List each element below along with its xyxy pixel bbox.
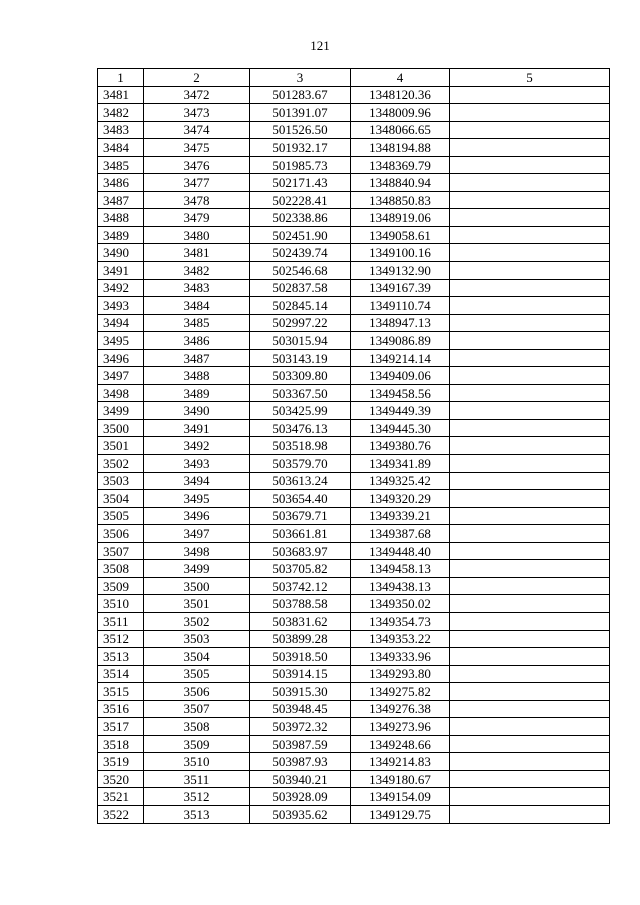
- cell-coord-x: 501283.67: [250, 86, 351, 104]
- cell-remark: [450, 683, 610, 701]
- cell-point-id: 3495: [144, 490, 250, 508]
- cell-point-id: 3501: [144, 595, 250, 613]
- cell-coord-y: 1349167.39: [351, 279, 450, 297]
- cell-coord-x: 503683.97: [250, 542, 351, 560]
- cell-coord-y: 1349276.38: [351, 700, 450, 718]
- cell-point-number: 3516: [98, 700, 144, 718]
- cell-point-number: 3483: [98, 121, 144, 139]
- cell-remark: [450, 542, 610, 560]
- table-row: [98, 297, 610, 315]
- cell-point-id: 3488: [144, 367, 250, 385]
- cell-remark: [450, 156, 610, 174]
- cell-coord-y: 1348850.83: [351, 191, 450, 209]
- cell-point-id: 3491: [144, 419, 250, 437]
- table-row: [98, 226, 610, 244]
- cell-point-number: 3495: [98, 332, 144, 350]
- page-number: 121: [310, 38, 330, 53]
- cell-coord-x: 503309.80: [250, 367, 351, 385]
- column-header-5: 5: [450, 69, 610, 87]
- cell-coord-y: 1348919.06: [351, 209, 450, 227]
- cell-remark: [450, 419, 610, 437]
- cell-point-id: 3505: [144, 665, 250, 683]
- cell-coord-y: 1349438.13: [351, 577, 450, 595]
- cell-remark: [450, 612, 610, 630]
- cell-coord-x: 503367.50: [250, 384, 351, 402]
- cell-point-number: 3487: [98, 191, 144, 209]
- cell-point-number: 3499: [98, 402, 144, 420]
- cell-coord-x: 501391.07: [250, 104, 351, 122]
- cell-remark: [450, 121, 610, 139]
- cell-remark: [450, 560, 610, 578]
- cell-remark: [450, 788, 610, 806]
- cell-coord-x: 502338.86: [250, 209, 351, 227]
- cell-coord-x: 503918.50: [250, 648, 351, 666]
- cell-point-id: 3497: [144, 525, 250, 543]
- cell-coord-y: 1348840.94: [351, 174, 450, 192]
- cell-coord-y: 1349132.90: [351, 262, 450, 280]
- cell-point-id: 3483: [144, 279, 250, 297]
- cell-coord-x: 503948.45: [250, 700, 351, 718]
- column-header-3: 3: [250, 69, 351, 87]
- table-row: [98, 419, 610, 437]
- cell-point-number: 3519: [98, 753, 144, 771]
- cell-coord-y: 1349354.73: [351, 612, 450, 630]
- cell-coord-y: 1349129.75: [351, 805, 450, 823]
- cell-coord-y: 1349058.61: [351, 226, 450, 244]
- cell-remark: [450, 718, 610, 736]
- cell-point-number: 3489: [98, 226, 144, 244]
- cell-coord-x: 503015.94: [250, 332, 351, 350]
- cell-remark: [450, 314, 610, 332]
- cell-coord-y: 1348947.13: [351, 314, 450, 332]
- cell-remark: [450, 402, 610, 420]
- cell-coord-x: 501932.17: [250, 139, 351, 157]
- cell-point-number: 3518: [98, 735, 144, 753]
- table-row: [98, 104, 610, 122]
- cell-coord-y: 1349387.68: [351, 525, 450, 543]
- cell-coord-x: 503661.81: [250, 525, 351, 543]
- cell-coord-x: 503914.15: [250, 665, 351, 683]
- cell-remark: [450, 244, 610, 262]
- cell-coord-x: 502546.68: [250, 262, 351, 280]
- table-row: [98, 314, 610, 332]
- table-row: [98, 700, 610, 718]
- cell-point-id: 3509: [144, 735, 250, 753]
- table-row: [98, 630, 610, 648]
- cell-coord-y: 1349409.06: [351, 367, 450, 385]
- cell-coord-x: 503742.12: [250, 577, 351, 595]
- cell-coord-x: 502837.58: [250, 279, 351, 297]
- cell-point-id: 3486: [144, 332, 250, 350]
- cell-coord-y: 1349448.40: [351, 542, 450, 560]
- cell-coord-y: 1349458.13: [351, 560, 450, 578]
- cell-coord-y: 1349248.66: [351, 735, 450, 753]
- cell-remark: [450, 665, 610, 683]
- cell-point-id: 3476: [144, 156, 250, 174]
- table-row: [98, 490, 610, 508]
- cell-remark: [450, 226, 610, 244]
- table-row: [98, 349, 610, 367]
- cell-point-id: 3478: [144, 191, 250, 209]
- cell-coord-y: 1349333.96: [351, 648, 450, 666]
- cell-remark: [450, 525, 610, 543]
- cell-remark: [450, 332, 610, 350]
- cell-coord-y: 1348066.65: [351, 121, 450, 139]
- cell-remark: [450, 174, 610, 192]
- table-row: [98, 156, 610, 174]
- cell-point-number: 3500: [98, 419, 144, 437]
- cell-remark: [450, 648, 610, 666]
- cell-remark: [450, 577, 610, 595]
- table-row: [98, 770, 610, 788]
- cell-coord-y: 1348009.96: [351, 104, 450, 122]
- cell-point-id: 3510: [144, 753, 250, 771]
- cell-remark: [450, 700, 610, 718]
- cell-point-number: 3506: [98, 525, 144, 543]
- table-row: [98, 525, 610, 543]
- cell-coord-x: 503987.93: [250, 753, 351, 771]
- cell-coord-x: 502845.14: [250, 297, 351, 315]
- cell-remark: [450, 367, 610, 385]
- table-row: [98, 665, 610, 683]
- cell-coord-y: 1349214.83: [351, 753, 450, 771]
- cell-point-number: 3498: [98, 384, 144, 402]
- table-row: [98, 455, 610, 473]
- cell-point-id: 3477: [144, 174, 250, 192]
- cell-coord-x: 503654.40: [250, 490, 351, 508]
- cell-remark: [450, 595, 610, 613]
- cell-point-number: 3494: [98, 314, 144, 332]
- cell-point-number: 3503: [98, 472, 144, 490]
- table-row: [98, 437, 610, 455]
- table-row: [98, 683, 610, 701]
- cell-coord-y: 1348194.88: [351, 139, 450, 157]
- table-row: [98, 612, 610, 630]
- cell-point-id: 3511: [144, 770, 250, 788]
- cell-point-id: 3487: [144, 349, 250, 367]
- cell-coord-y: 1349320.29: [351, 490, 450, 508]
- cell-point-id: 3493: [144, 455, 250, 473]
- cell-coord-y: 1349214.14: [351, 349, 450, 367]
- cell-coord-y: 1349449.39: [351, 402, 450, 420]
- table-header-row: [98, 69, 610, 87]
- cell-remark: [450, 104, 610, 122]
- cell-coord-x: 503705.82: [250, 560, 351, 578]
- cell-coord-x: 502439.74: [250, 244, 351, 262]
- cell-point-number: 3505: [98, 507, 144, 525]
- cell-coord-y: 1349154.09: [351, 788, 450, 806]
- cell-remark: [450, 472, 610, 490]
- cell-coord-x: 503143.19: [250, 349, 351, 367]
- cell-coord-x: 503679.71: [250, 507, 351, 525]
- table-row: [98, 718, 610, 736]
- cell-point-number: 3514: [98, 665, 144, 683]
- cell-point-number: 3501: [98, 437, 144, 455]
- table-row: [98, 279, 610, 297]
- cell-point-id: 3494: [144, 472, 250, 490]
- table-row: [98, 753, 610, 771]
- table-row: [98, 595, 610, 613]
- cell-point-number: 3482: [98, 104, 144, 122]
- cell-point-id: 3474: [144, 121, 250, 139]
- cell-point-id: 3503: [144, 630, 250, 648]
- table-row: [98, 507, 610, 525]
- cell-coord-y: 1349086.89: [351, 332, 450, 350]
- cell-coord-x: 502171.43: [250, 174, 351, 192]
- table-row: [98, 332, 610, 350]
- table-row: [98, 367, 610, 385]
- cell-point-id: 3480: [144, 226, 250, 244]
- cell-point-number: 3509: [98, 577, 144, 595]
- cell-remark: [450, 805, 610, 823]
- cell-point-number: 3497: [98, 367, 144, 385]
- cell-coord-y: 1349273.96: [351, 718, 450, 736]
- cell-coord-x: 502451.90: [250, 226, 351, 244]
- cell-coord-y: 1349339.21: [351, 507, 450, 525]
- cell-coord-y: 1348369.79: [351, 156, 450, 174]
- table-row: [98, 542, 610, 560]
- cell-coord-x: 503518.98: [250, 437, 351, 455]
- table-row: [98, 577, 610, 595]
- cell-remark: [450, 139, 610, 157]
- cell-point-number: 3512: [98, 630, 144, 648]
- cell-point-id: 3479: [144, 209, 250, 227]
- cell-remark: [450, 507, 610, 525]
- cell-coord-x: 501985.73: [250, 156, 351, 174]
- cell-point-id: 3498: [144, 542, 250, 560]
- cell-coord-x: 503972.32: [250, 718, 351, 736]
- cell-coord-x: 502228.41: [250, 191, 351, 209]
- cell-point-id: 3496: [144, 507, 250, 525]
- table-row: [98, 121, 610, 139]
- cell-point-id: 3485: [144, 314, 250, 332]
- cell-point-number: 3522: [98, 805, 144, 823]
- cell-remark: [450, 770, 610, 788]
- table-row: [98, 805, 610, 823]
- cell-remark: [450, 209, 610, 227]
- table-row: [98, 139, 610, 157]
- cell-point-id: 3484: [144, 297, 250, 315]
- cell-coord-y: 1349353.22: [351, 630, 450, 648]
- table-row: [98, 402, 610, 420]
- table-body: [98, 86, 610, 823]
- cell-coord-x: 503899.28: [250, 630, 351, 648]
- table-row: [98, 244, 610, 262]
- table-row: [98, 191, 610, 209]
- cell-coord-y: 1349458.56: [351, 384, 450, 402]
- cell-coord-y: 1349110.74: [351, 297, 450, 315]
- cell-point-id: 3507: [144, 700, 250, 718]
- cell-coord-y: 1349180.67: [351, 770, 450, 788]
- cell-coord-y: 1349350.02: [351, 595, 450, 613]
- cell-point-id: 3500: [144, 577, 250, 595]
- cell-point-number: 3507: [98, 542, 144, 560]
- cell-point-number: 3520: [98, 770, 144, 788]
- cell-point-number: 3486: [98, 174, 144, 192]
- table-row: [98, 648, 610, 666]
- cell-point-id: 3502: [144, 612, 250, 630]
- cell-point-number: 3504: [98, 490, 144, 508]
- cell-remark: [450, 86, 610, 104]
- cell-point-id: 3492: [144, 437, 250, 455]
- cell-coord-x: 503987.59: [250, 735, 351, 753]
- cell-coord-x: 502997.22: [250, 314, 351, 332]
- cell-point-number: 3502: [98, 455, 144, 473]
- table-row: [98, 174, 610, 192]
- table-row: [98, 788, 610, 806]
- cell-remark: [450, 455, 610, 473]
- cell-point-number: 3508: [98, 560, 144, 578]
- coordinates-table: [97, 68, 610, 824]
- table-row: [98, 560, 610, 578]
- cell-coord-y: 1349341.89: [351, 455, 450, 473]
- cell-point-number: 3484: [98, 139, 144, 157]
- table-row: [98, 472, 610, 490]
- cell-point-id: 3512: [144, 788, 250, 806]
- cell-remark: [450, 753, 610, 771]
- cell-point-number: 3521: [98, 788, 144, 806]
- cell-coord-x: 503476.13: [250, 419, 351, 437]
- table-row: [98, 735, 610, 753]
- cell-remark: [450, 262, 610, 280]
- cell-point-number: 3488: [98, 209, 144, 227]
- column-header-1: 1: [98, 69, 144, 87]
- cell-point-id: 3513: [144, 805, 250, 823]
- table-row: [98, 384, 610, 402]
- cell-coord-y: 1349100.16: [351, 244, 450, 262]
- cell-point-id: 3490: [144, 402, 250, 420]
- cell-coord-x: 503928.09: [250, 788, 351, 806]
- cell-remark: [450, 349, 610, 367]
- column-header-4: 4: [351, 69, 450, 87]
- cell-remark: [450, 490, 610, 508]
- cell-coord-x: 503940.21: [250, 770, 351, 788]
- cell-point-id: 3504: [144, 648, 250, 666]
- cell-coord-y: 1349325.42: [351, 472, 450, 490]
- cell-point-number: 3493: [98, 297, 144, 315]
- column-header-2: 2: [144, 69, 250, 87]
- cell-point-id: 3475: [144, 139, 250, 157]
- cell-coord-x: 503788.58: [250, 595, 351, 613]
- cell-remark: [450, 630, 610, 648]
- cell-remark: [450, 279, 610, 297]
- cell-point-id: 3489: [144, 384, 250, 402]
- cell-point-number: 3510: [98, 595, 144, 613]
- cell-point-number: 3513: [98, 648, 144, 666]
- cell-point-number: 3485: [98, 156, 144, 174]
- table-row: [98, 209, 610, 227]
- cell-coord-x: 503935.62: [250, 805, 351, 823]
- cell-remark: [450, 384, 610, 402]
- cell-point-number: 3515: [98, 683, 144, 701]
- cell-coord-x: 503425.99: [250, 402, 351, 420]
- cell-coord-x: 503915.30: [250, 683, 351, 701]
- cell-point-number: 3517: [98, 718, 144, 736]
- cell-point-number: 3511: [98, 612, 144, 630]
- cell-point-id: 3506: [144, 683, 250, 701]
- cell-point-id: 3473: [144, 104, 250, 122]
- cell-coord-y: 1349293.80: [351, 665, 450, 683]
- cell-point-id: 3481: [144, 244, 250, 262]
- cell-point-id: 3508: [144, 718, 250, 736]
- cell-point-number: 3491: [98, 262, 144, 280]
- cell-point-number: 3492: [98, 279, 144, 297]
- cell-remark: [450, 191, 610, 209]
- cell-coord-y: 1349445.30: [351, 419, 450, 437]
- cell-coord-x: 501526.50: [250, 121, 351, 139]
- cell-coord-y: 1349275.82: [351, 683, 450, 701]
- cell-point-number: 3496: [98, 349, 144, 367]
- cell-point-id: 3482: [144, 262, 250, 280]
- cell-point-number: 3490: [98, 244, 144, 262]
- cell-remark: [450, 297, 610, 315]
- cell-remark: [450, 437, 610, 455]
- cell-remark: [450, 735, 610, 753]
- cell-coord-x: 503613.24: [250, 472, 351, 490]
- cell-point-number: 3481: [98, 86, 144, 104]
- cell-coord-y: 1349380.76: [351, 437, 450, 455]
- cell-coord-x: 503579.70: [250, 455, 351, 473]
- table-row: [98, 262, 610, 280]
- cell-coord-x: 503831.62: [250, 612, 351, 630]
- cell-coord-y: 1348120.36: [351, 86, 450, 104]
- table-row: [98, 86, 610, 104]
- cell-point-id: 3499: [144, 560, 250, 578]
- cell-point-id: 3472: [144, 86, 250, 104]
